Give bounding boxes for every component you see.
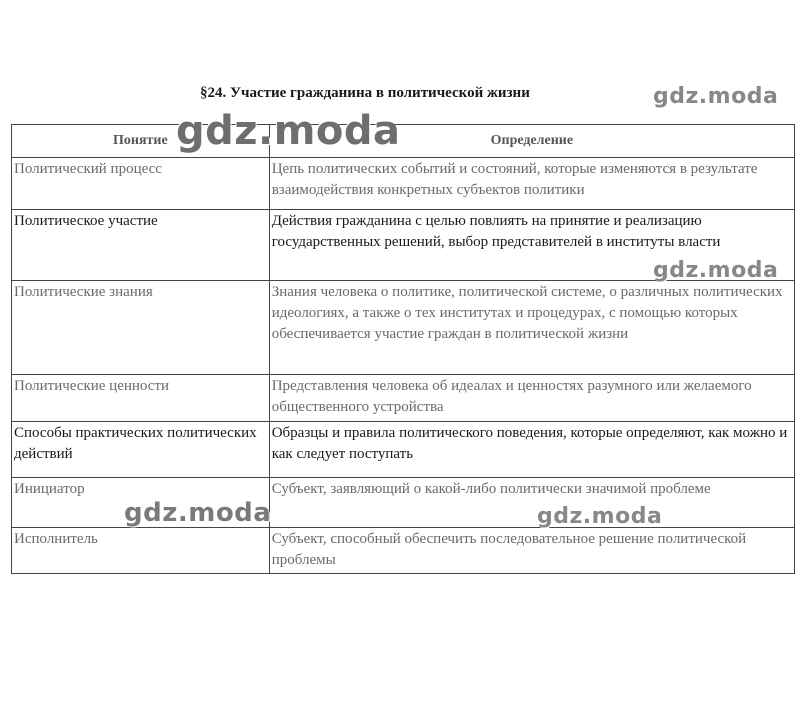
row-definition: Действия гражданина с целью повлиять на принятие и реализацию государственных решений, выбор представителей в институты власти [269, 210, 794, 281]
page-title: §24. Участие гражданина в политической жизни [200, 85, 530, 101]
row-term: Политический процесс [12, 158, 270, 210]
row-term: Политическое участие [12, 210, 270, 281]
row-definition: Представления человека об идеалах и ценностях разумного или желаемого общественного устройства [269, 375, 794, 422]
row-definition: Субъект, способный обеспечить последовательное решение политической проблемы [269, 528, 794, 574]
row-definition: Субъект, заявляющий о какой-либо политически значимой проблеме [269, 478, 794, 528]
row-term: Способы практических политических действий [12, 422, 270, 478]
row-definition: Знания человека о политике, политической системе, о различных политических идеологиях, а также о тех институтах и процедурах, с помощью которых обеспечивается участие граждан в политической жизни [269, 281, 794, 375]
header-definition: Определение [269, 125, 794, 158]
row-term: Политические знания [12, 281, 270, 375]
watermark: gdz.moda [653, 84, 779, 109]
table-row [12, 281, 795, 375]
watermark: gdz.moda [537, 504, 663, 529]
header-term: Понятие [12, 125, 270, 158]
row-term: Инициатор [12, 478, 270, 528]
row-definition: Цепь политических событий и состояний, которые изменяются в результате взаимодействия конкретных субъектов политики [269, 158, 794, 210]
table-row [12, 158, 795, 210]
watermark: gdz.moda [124, 498, 272, 528]
table-header-row [12, 125, 795, 158]
table-row [12, 375, 795, 422]
table-row [12, 528, 795, 574]
table-row [12, 422, 795, 478]
row-term: Политические ценности [12, 375, 270, 422]
watermark: gdz.moda [653, 258, 779, 283]
row-term: Исполнитель [12, 528, 270, 574]
row-definition: Образцы и правила политического поведения, которые определяют, как можно и как следует поступать [269, 422, 794, 478]
watermark: gdz.moda [176, 108, 401, 154]
